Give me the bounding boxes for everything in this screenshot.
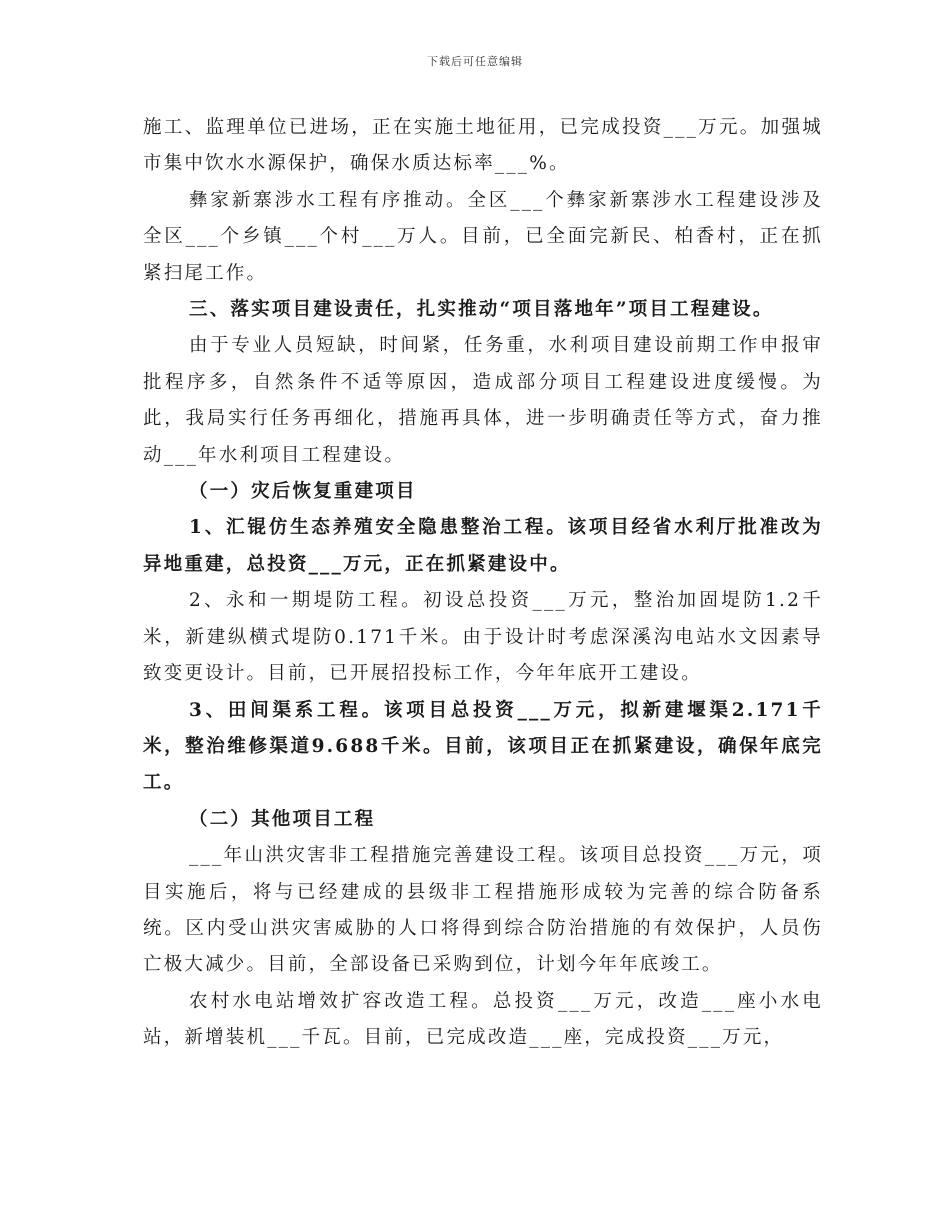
document-body	[143, 110, 823, 1057]
paragraph-project-delays: 由于专业人员短缺，时间紧，任务重，水利项目建设前期工作申报审批程序多，自然条件不适等原因，造成部分项目工程建设进度缓慢。为此，我局实行任务再细化，措施再具体，进一步明确责任等方式，奋力推动___年水利项目工程建设。	[143, 335, 823, 466]
section-heading-three: 三、落实项目建设责任，扎实推动“项目落地年”项目工程建设。	[189, 299, 774, 321]
item-2-embankment-project: 2、永和一期堤防工程。初设总投资___万元，整治加固堤防1.2千米，新建纵横式堤防0.171千米。由于设计时考虑深溪沟电站水文因素导致变更设计。目前，已开展招投标工作，今年年底开工建设。	[143, 590, 823, 685]
item-1-aquaculture-project: 1、汇锟仿生态养殖安全隐患整治工程。该项目经省水利厅批准改为异地重建，总投资___万元，正在抓紧建设中。	[143, 517, 823, 575]
item-3-canal-project: 3、田间渠系工程。该项目总投资___万元，拟新建堰渠2.171千米，整治维修渠道9.688千米。目前，该项目正在抓紧建设，确保年底完工。	[143, 699, 823, 794]
paragraph-hydropower-upgrade: 农村水电站增效扩容改造工程。总投资___万元，改造___座小水电站，新增装机___千瓦。目前，已完成改造___座，完成投资___万元，	[143, 990, 823, 1049]
paragraph-yi-village-water: 彝家新寨涉水工程有序推动。全区___个彝家新寨涉水工程建设涉及全区___个乡镇___个村___万人。目前，已全面完新民、柏香村，正在抓紧扫尾工作。	[143, 189, 823, 284]
paragraph-flood-disaster-project: ___年山洪灾害非工程措施完善建设工程。该项目总投资___万元，项目实施后，将与已经建成的县级非工程措施形成较为完善的综合防备系统。区内受山洪灾害威胁的人口将得到综合防治措施的有效保护，人员伤亡极大减少。目前，全部设备已采购到位，计划今年年底竣工。	[143, 845, 823, 976]
paragraph-construction-status: 施工、监理单位已进场，正在实施土地征用，已完成投资___万元。加强城市集中饮水水源保护，确保水质达标率___%。	[143, 117, 823, 175]
page-header: 下载后可任意编辑	[427, 55, 523, 68]
subheading-other-projects: （二）其他项目工程	[189, 808, 376, 830]
subheading-disaster-reconstruction: （一）灾后恢复重建项目	[189, 481, 417, 503]
